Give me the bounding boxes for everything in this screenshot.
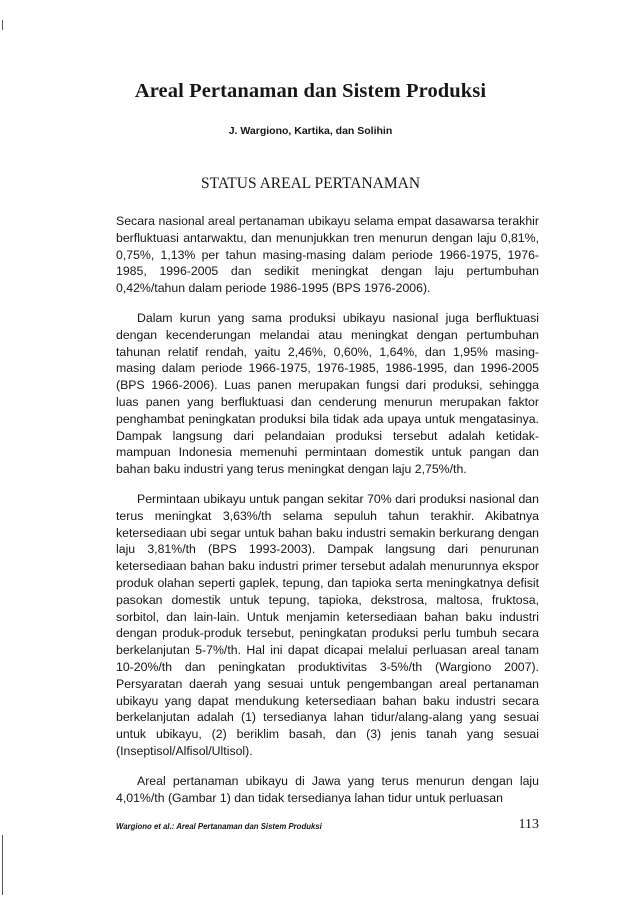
paragraph-4: Areal pertanaman ubikayu di Jawa yang terus menurun dengan laju 4,01%/th (Gambar 1) dan tidak tersedianya lahan tidur untuk perluasan [116,773,539,805]
paragraph-3: Permintaan ubikayu untuk pangan sekitar 70% dari produksi nasional dan terus meningkat 3,63%/th selama sepuluh tahun terakhir. Akibatnya ketersediaan ubi segar untuk bahan baku industri semakin berkurang dengan laju 3,81%/th (BPS 1993-2003). Dampak langsung dari penurunan ketersediaan bahan baku industri primer tersebut adalah menurunnya ekspor produk olahan seperti gaplek, tepung, dan tapioka serta meningkatnya defisit pasokan domestik untuk tepung, tapioka, dekstrosa, maltosa, fruktosa, sorbitol, dan lain-lain. Untuk menjamin ketersediaan bahan baku industri dengan produk-produk tersebut, peningkatan produksi perlu tumbuh secara berkelanjutan 5-7%/th. Hal ini dapat dicapai melalui perluasan areal tanam 10-20%/th dan peningkatan produktivitas 3-5%/th (Wargiono 2007). Persyaratan daerah yang sesuai untuk pengembangan areal pertanaman ubikayu yang dapat mendukung ketersediaan bahan baku industri secara berkelanjutan adalah (1) tersedianya lahan tidur/alang-alang yang sesuai untuk ubikayu, (2) beriklim basah, dan (3) jenis tanah yang sesuai (Inseptisol/Alfisol/Ultisol). [116,491,539,758]
author-line: J. Wargiono, Kartika, dan Solihin [228,125,393,137]
running-footer: Wargiono et al.: Areal Pertanaman dan Sistem Produksi [116,822,322,831]
page-number: 113 [518,817,539,832]
paragraph-1: Secara nasional areal pertanaman ubikayu selama empat dasawarsa terakhir berfluktuasi antarwaktu, dan menunjukkan tren menurun dengan laju 0,81%, 0,75%, 1,13% per tahun masing-masing dalam periode 1966-1975, 1976-1985, 1996-2005 dan sedikit meningkat dengan laju pertumbuhan 0,42%/tahun dalam periode 1986-1995 (BPS 1976-2006). [116,214,539,296]
section-heading: STATUS AREAL PERTANAMAN [200,175,421,192]
body-text [116,213,539,819]
paragraph-2: Dalam kurun yang sama produksi ubikayu nasional juga berfluktuasi dengan kecenderungan melandai atau meningkat dengan pertumbuhan tahunan relatif rendah, yaitu 2,46%, 0,60%, 1,64%, dan 1,95% masing-masing dalam periode 1966-1975, 1976-1985, 1986-1995, dan 1996-2005 (BPS 1966-2006). Luas panen merupakan fungsi dari produksi, sehingga luas panen yang berfluktuasi dan cenderung menurun merupakan faktor penghambat peningkatan produksi bila tidak ada upaya untuk mengatasinya. Dampak langsung dari pelandaian produksi tersebut adalah ketidak-mampuan Indonesia memenuhi permintaan domestik untuk pangan dan bahan baku industri yang terus meningkat dengan laju 2,75%/th. [116,310,539,477]
scan-edge-mark [2,835,3,895]
scan-edge-mark [2,20,3,30]
chapter-title: Areal Pertanaman dan Sistem Produksi [134,80,487,102]
